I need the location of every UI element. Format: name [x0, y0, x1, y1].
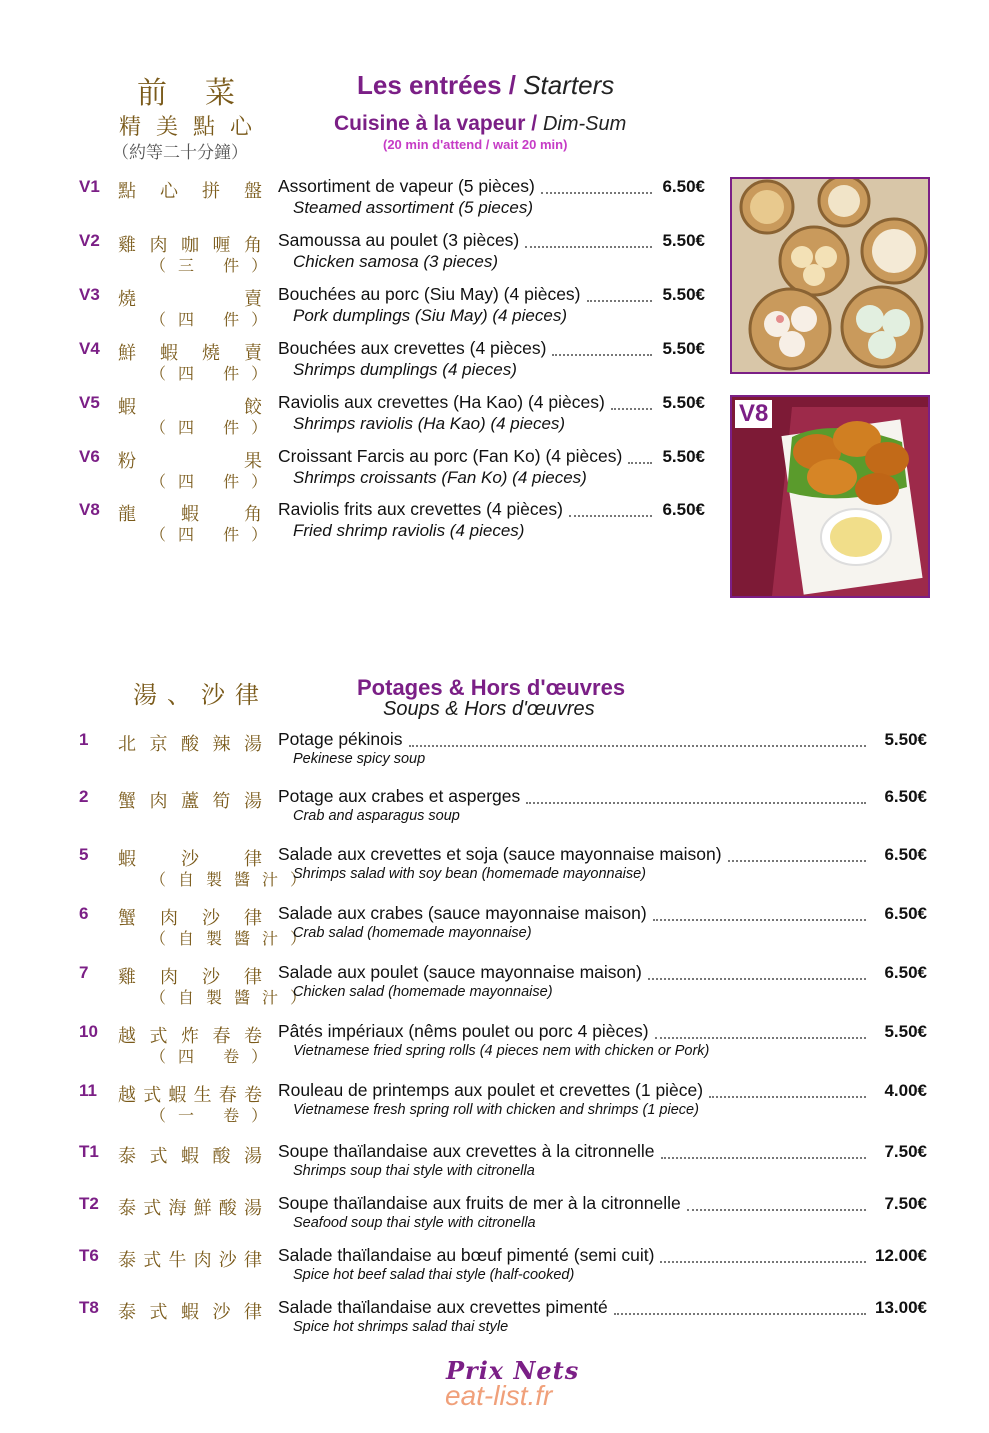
chinese-char: 蟹 — [118, 791, 136, 812]
item-leader-dots — [525, 246, 652, 248]
dim-sum-image — [732, 179, 928, 372]
starters-subtitle-fr: Cuisine à la vapeur — [334, 112, 526, 135]
item-code: V4 — [79, 339, 100, 358]
item-code: 7 — [79, 963, 89, 982]
item-name-en: Steamed assortiment (5 pieces) — [293, 198, 533, 217]
item-leader-dots — [728, 860, 866, 862]
menu-item — [0, 1298, 989, 1348]
chinese-char: 鮮 — [193, 1198, 212, 1219]
item-leader-dots — [648, 978, 866, 980]
item-code: 10 — [79, 1022, 98, 1041]
item-name-en: Shrimps croissants (Fan Ko) (4 pieces) — [293, 468, 587, 487]
item-chinese-note: （自製醬汁） — [150, 929, 319, 948]
chinese-char: 式 — [149, 1302, 168, 1323]
item-price: 5.50€ — [662, 285, 705, 304]
item-name-fr: Soupe thaïlandaise aux crevettes à la citronnelle — [278, 1141, 655, 1161]
chinese-char: 賣 — [244, 289, 262, 310]
item-leader-dots — [653, 919, 866, 921]
menu-item — [0, 1081, 989, 1131]
chinese-char: 蝦 — [181, 1302, 199, 1323]
item-name-fr: Soupe thaïlandaise aux fruits de mer à la citronnelle — [278, 1193, 681, 1213]
item-name-fr: Salade aux poulet (sauce mayonnaise maison) — [278, 962, 642, 982]
item-name-en: Vietnamese fried spring rolls (4 pieces nem with chicken or Pork) — [293, 1043, 710, 1059]
chinese-char: 泰 — [118, 1250, 136, 1271]
item-price: 6.50€ — [884, 904, 927, 923]
item-name-en: Vietnamese fresh spring roll with chicken and shrimps (1 piece) — [293, 1102, 699, 1118]
chinese-char: 筍 — [212, 791, 231, 812]
item-price: 5.50€ — [662, 393, 705, 412]
item-code: 1 — [79, 730, 89, 749]
item-chinese-note: （自製醬汁） — [150, 870, 319, 889]
chinese-char: 沙 — [212, 1302, 231, 1323]
menu-item — [0, 845, 989, 895]
chinese-char: 律 — [244, 849, 262, 870]
item-name-fr: Potage aux crabes et asperges — [278, 786, 521, 806]
chinese-char: 湯 — [243, 1198, 262, 1219]
chinese-char: 餃 — [244, 397, 262, 418]
item-name-fr: Rouleau de printemps aux poulet et crevettes (1 pièce) — [278, 1080, 704, 1100]
item-price: 6.50€ — [662, 177, 705, 196]
item-code: T8 — [79, 1298, 99, 1317]
starters-cn-wait: （約等二十分鐘） — [112, 143, 248, 163]
item-name-fr: Raviolis frits aux crevettes (4 pièces) — [278, 499, 563, 519]
starters-wait: (20 min d'attend / wait 20 min) — [383, 137, 568, 152]
item-chinese-note: （四 件） — [150, 310, 280, 329]
chinese-char: 粉 — [118, 451, 136, 472]
item-name-en: Spice hot beef salad thai style (half-cooked) — [293, 1267, 575, 1283]
chinese-char: 式 — [143, 1198, 162, 1219]
chinese-char: 果 — [244, 451, 262, 472]
item-chinese-name — [118, 1246, 262, 1272]
chinese-char: 卷 — [244, 1026, 262, 1047]
item-name-fr: Salade thaïlandaise aux crevettes pimenté — [278, 1297, 608, 1317]
chinese-char: 越 — [118, 1085, 136, 1106]
chinese-char: 角 — [244, 235, 262, 256]
item-chinese-name — [118, 730, 262, 756]
chinese-char: 肉 — [160, 908, 178, 929]
chinese-char: 蝦 — [168, 1085, 187, 1106]
menu-item — [0, 1022, 989, 1072]
starters-cn-title: 前菜 — [137, 76, 273, 111]
item-chinese-note: （四 卷） — [150, 1047, 280, 1066]
chinese-char: 牛 — [168, 1250, 187, 1271]
item-name-en: Crab and asparagus soup — [293, 808, 460, 824]
item-code: V8 — [79, 500, 100, 519]
item-name-en: Spice hot shrimps salad thai style — [293, 1319, 509, 1335]
chinese-char: 龍 — [118, 504, 136, 525]
item-chinese-name — [118, 787, 262, 813]
chinese-char: 海 — [168, 1198, 187, 1219]
chinese-char: 炸 — [181, 1026, 199, 1047]
item-name-fr: Pâtés impériaux (nêms poulet ou porc 4 pièces) — [278, 1021, 649, 1041]
item-price: 5.50€ — [662, 339, 705, 358]
chinese-char: 沙 — [202, 967, 220, 988]
chinese-char: 蘆 — [181, 791, 199, 812]
chinese-char: 酸 — [212, 1146, 231, 1167]
chinese-char: 肉 — [193, 1250, 212, 1271]
item-name-fr: Bouchées aux crevettes (4 pièces) — [278, 338, 547, 358]
chinese-char: 蟹 — [118, 908, 136, 929]
chinese-char: 鮮 — [118, 343, 136, 364]
menu-item — [0, 963, 989, 1013]
chinese-char: 拼 — [202, 181, 220, 202]
prix-nets: Prix Nets — [446, 1356, 580, 1385]
starters-title-fr: Les entrées — [357, 70, 502, 100]
chinese-char: 肉 — [149, 791, 168, 812]
chinese-char: 雞 — [118, 235, 136, 256]
item-price: 5.50€ — [884, 730, 927, 749]
item-code: V3 — [79, 285, 100, 304]
chinese-char: 沙 — [218, 1250, 237, 1271]
item-name-fr: Salade aux crevettes et soja (sauce mayonnaise maison) — [278, 844, 722, 864]
chinese-char: 沙 — [202, 908, 220, 929]
chinese-char: 蝦 — [118, 397, 136, 418]
chinese-char: 式 — [149, 1026, 168, 1047]
item-price: 6.50€ — [884, 787, 927, 806]
item-chinese-note: （自製醬汁） — [150, 988, 319, 1007]
soups-title-en: Soups & Hors d'œuvres — [383, 698, 595, 720]
menu-item — [0, 904, 989, 954]
menu-item — [0, 730, 989, 780]
item-name-en: Fried shrimp raviolis (4 pieces) — [293, 521, 525, 540]
item-chinese-note: （四 件） — [150, 525, 280, 544]
item-code: V2 — [79, 231, 100, 250]
chinese-char: 泰 — [118, 1302, 136, 1323]
item-chinese-note: （四 件） — [150, 364, 280, 383]
chinese-char: 泰 — [118, 1198, 136, 1219]
item-price: 7.50€ — [884, 1142, 927, 1161]
chinese-char: 蝦 — [181, 1146, 199, 1167]
dim-sum-photo — [730, 177, 930, 374]
item-chinese-name — [118, 177, 262, 203]
item-chinese-name — [118, 1298, 262, 1324]
item-code: 5 — [79, 845, 89, 864]
item-price: 13.00€ — [875, 1298, 927, 1317]
item-chinese-note: （三 件） — [150, 256, 280, 275]
item-name-en: Pork dumplings (Siu May) (4 pieces) — [293, 306, 567, 325]
item-price: 6.50€ — [662, 500, 705, 519]
chinese-char: 律 — [244, 1302, 262, 1323]
item-price: 4.00€ — [884, 1081, 927, 1100]
item-leader-dots — [587, 300, 652, 302]
item-leader-dots — [655, 1037, 866, 1039]
item-leader-dots — [660, 1261, 866, 1263]
item-chinese-name — [118, 1194, 262, 1220]
chinese-char: 式 — [149, 1146, 168, 1167]
item-name-en: Shrimps dumplings (4 pieces) — [293, 360, 517, 379]
item-name-fr: Potage pékinois — [278, 729, 403, 749]
starters-subtitle: Cuisine à la vapeur / Dim-Sum — [334, 112, 627, 135]
item-price: 5.50€ — [662, 231, 705, 250]
item-price: 5.50€ — [884, 1022, 927, 1041]
chinese-char: 式 — [143, 1085, 162, 1106]
chinese-char: 雞 — [118, 967, 136, 988]
chinese-char: 盤 — [244, 181, 262, 202]
item-leader-dots — [611, 408, 652, 410]
menu-item — [0, 787, 989, 837]
item-code: 11 — [79, 1081, 97, 1100]
item-chinese-name — [118, 1142, 262, 1168]
item-name-fr: Croissant Farcis au porc (Fan Ko) (4 pièces) — [278, 446, 623, 466]
chinese-char: 燒 — [202, 343, 220, 364]
item-chinese-note: （四 件） — [150, 418, 280, 437]
chinese-char: 律 — [244, 908, 262, 929]
chinese-char: 肉 — [160, 967, 178, 988]
item-code: V5 — [79, 393, 100, 412]
item-name-en: Chicken samosa (3 pieces) — [293, 252, 499, 271]
soups-title: Potages & Hors d'œuvres — [357, 675, 626, 700]
item-leader-dots — [661, 1157, 866, 1159]
item-leader-dots — [628, 462, 652, 464]
item-price: 7.50€ — [884, 1194, 927, 1213]
item-price: 6.50€ — [884, 963, 927, 982]
chinese-char: 點 — [118, 181, 136, 202]
soups-cn-title: 湯、沙律 — [133, 681, 269, 709]
chinese-char: 辣 — [212, 734, 231, 755]
item-leader-dots — [687, 1209, 866, 1211]
chinese-char: 北 — [118, 734, 136, 755]
starters-subtitle-en: Dim-Sum — [542, 113, 627, 135]
chinese-char: 京 — [149, 734, 168, 755]
item-name-en: Shrimps soup thai style with citronella — [293, 1163, 535, 1179]
chinese-char: 心 — [160, 181, 178, 202]
item-name-fr: Assortiment de vapeur (5 pièces) — [278, 176, 535, 196]
chinese-char: 蝦 — [160, 343, 178, 364]
item-price: 12.00€ — [875, 1246, 927, 1265]
item-name-en: Shrimps salad with soy bean (homemade mayonnaise) — [293, 866, 647, 882]
chinese-char: 咖 — [181, 235, 199, 256]
item-code: 6 — [79, 904, 89, 923]
chinese-char: 生 — [193, 1085, 212, 1106]
chinese-char: 式 — [143, 1250, 162, 1271]
item-code: V6 — [79, 447, 100, 466]
chinese-char: 角 — [244, 504, 262, 525]
chinese-char: 湯 — [244, 791, 262, 812]
chinese-char: 沙 — [181, 849, 199, 870]
menu-item — [0, 1194, 989, 1244]
item-chinese-note: （一 卷） — [150, 1106, 280, 1125]
chinese-char: 湯 — [244, 734, 262, 755]
item-leader-dots — [569, 515, 652, 517]
chinese-char: 春 — [212, 1026, 231, 1047]
v8-photo — [730, 395, 930, 598]
chinese-char: 蝦 — [118, 849, 136, 870]
item-name-en: Shrimps raviolis (Ha Kao) (4 pieces) — [293, 414, 566, 433]
chinese-char: 喱 — [212, 235, 231, 256]
item-code: V1 — [79, 177, 100, 196]
chinese-char: 律 — [243, 1250, 262, 1271]
starters-title: Les entrées / Starters — [357, 70, 615, 100]
item-code: T6 — [79, 1246, 99, 1265]
item-name-en: Pekinese spicy soup — [293, 751, 426, 767]
chinese-char: 蝦 — [181, 504, 199, 525]
item-code: T1 — [79, 1142, 99, 1161]
item-leader-dots — [614, 1313, 866, 1315]
chinese-char: 泰 — [118, 1146, 136, 1167]
starters-title-en: Starters — [523, 70, 615, 100]
item-name-en: Seafood soup thai style with citronella — [293, 1215, 536, 1231]
item-leader-dots — [541, 192, 652, 194]
chinese-char: 律 — [244, 967, 262, 988]
item-name-fr: Samoussa au poulet (3 pièces) — [278, 230, 520, 250]
item-price: 6.50€ — [884, 845, 927, 864]
item-name-fr: Salade aux crabes (sauce mayonnaise maison) — [278, 903, 647, 923]
chinese-char: 肉 — [149, 235, 168, 256]
chinese-char: 酸 — [181, 734, 199, 755]
chinese-char: 卷 — [243, 1085, 262, 1106]
item-leader-dots — [552, 354, 652, 356]
chinese-char: 春 — [218, 1085, 237, 1106]
item-leader-dots — [409, 745, 866, 747]
item-code: 2 — [79, 787, 89, 806]
item-chinese-note: （四 件） — [150, 472, 280, 491]
item-leader-dots — [709, 1096, 866, 1098]
item-name-en: Crab salad (homemade mayonnaise) — [293, 925, 532, 941]
chinese-char: 湯 — [244, 1146, 262, 1167]
item-price: 5.50€ — [662, 447, 705, 466]
chinese-char: 越 — [118, 1026, 136, 1047]
item-code: T2 — [79, 1194, 99, 1213]
item-name-fr: Salade thaïlandaise au bœuf pimenté (semi cuit) — [278, 1245, 655, 1265]
menu-item — [0, 1142, 989, 1192]
chinese-char: 燒 — [118, 289, 136, 310]
item-leader-dots — [526, 802, 866, 804]
item-name-fr: Raviolis aux crevettes (Ha Kao) (4 pièces) — [278, 392, 605, 412]
chinese-char: 酸 — [218, 1198, 237, 1219]
item-name-en: Chicken salad (homemade mayonnaise) — [293, 984, 553, 1000]
chinese-char: 賣 — [244, 343, 262, 364]
menu-item — [0, 1246, 989, 1296]
starters-cn-subtitle: 精美點心 — [119, 115, 268, 140]
v8-photo-label: V8 — [735, 400, 772, 428]
watermark: eat-list.fr — [445, 1380, 553, 1411]
item-name-fr: Bouchées au porc (Siu May) (4 pièces) — [278, 284, 581, 304]
